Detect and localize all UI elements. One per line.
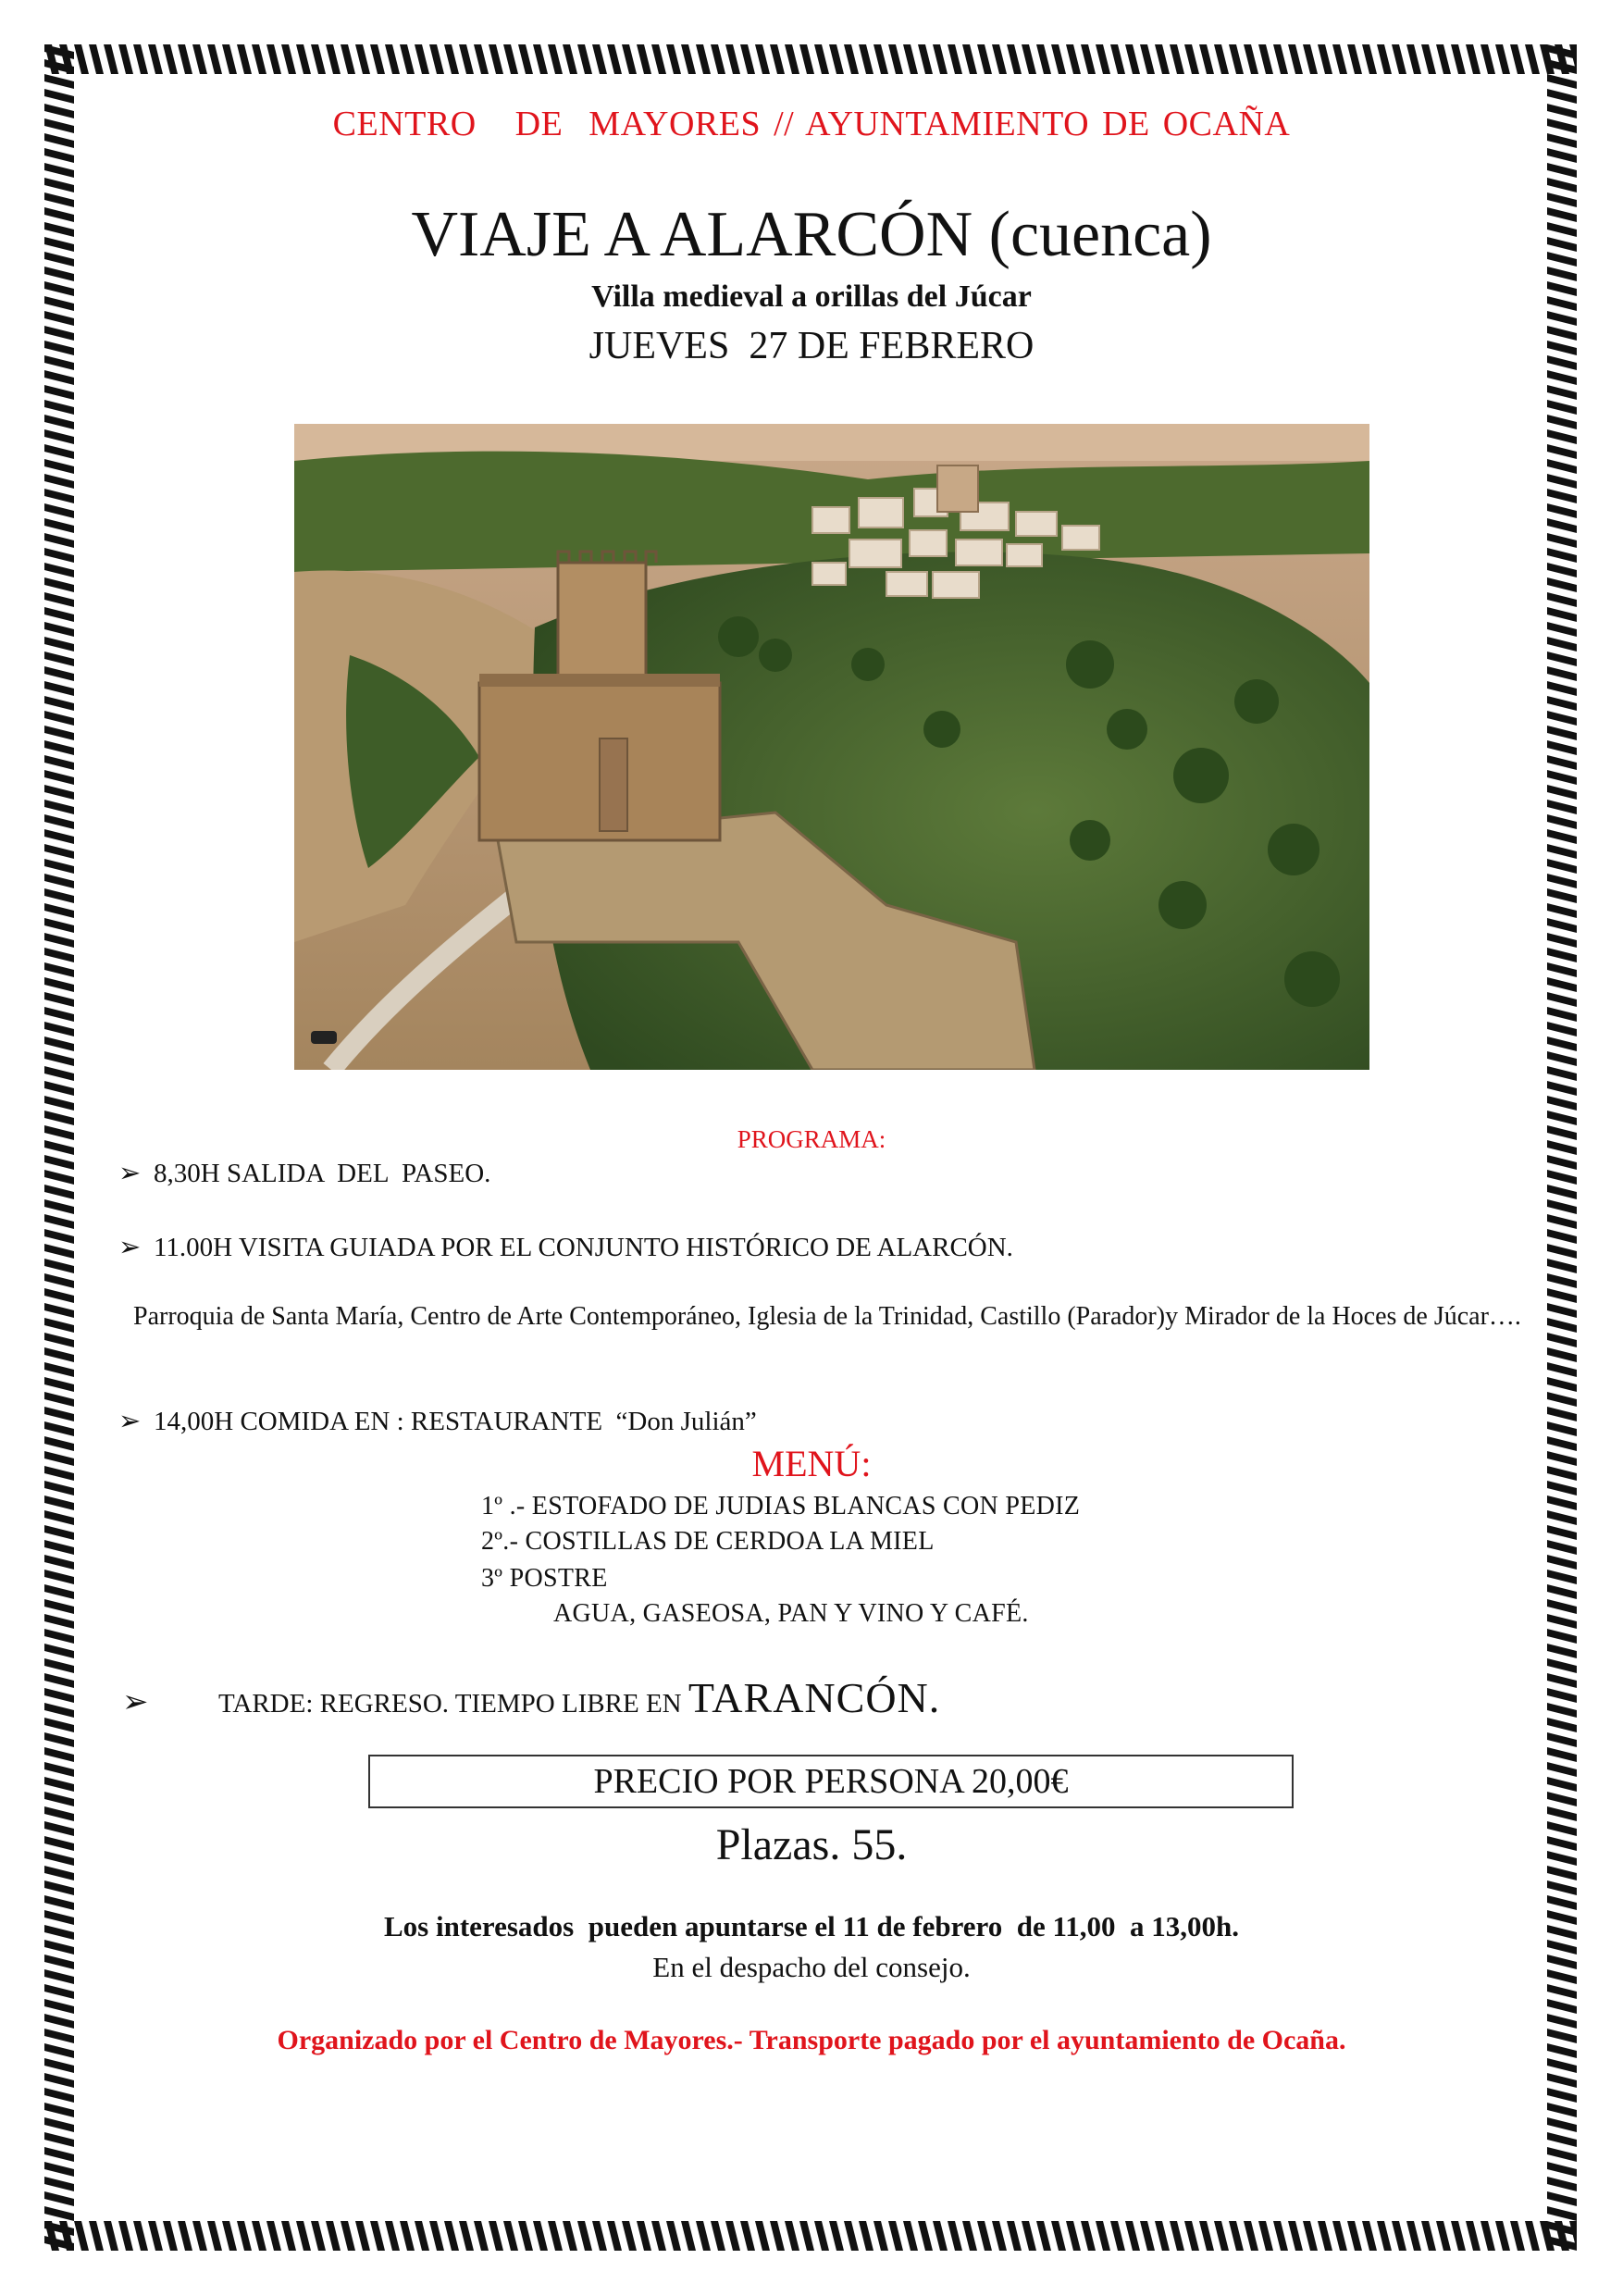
menu-line: 1º .- ESTOFADO DE JUDIAS BLANCAS CON PEDIZ — [481, 1492, 1081, 1520]
item-text: 8,30H SALIDA DEL PASEO. — [154, 1159, 491, 1188]
visit-description: Parroquia de Santa María, Centro de Arte Contemporáneo, Iglesia de la Trinidad, Castillo (Parador)y Mirador de la Hoces de Júcar…. — [133, 1302, 1521, 1331]
item-text: 11.00H VISITA GUIADA POR EL CONJUNTO HISTÓRICO DE ALARCÓN. — [154, 1233, 1013, 1262]
afternoon-line — [122, 1673, 940, 1722]
afternoon-text: TARDE: REGRESO. TIEMPO LIBRE EN — [218, 1689, 682, 1719]
zigzag-border-bottom — [44, 2221, 1577, 2251]
organization-header: CENTRO DE MAYORES // AYUNTAMIENTO DE OCAÑA — [332, 105, 1291, 143]
programa-heading: PROGRAMA: — [737, 1125, 886, 1153]
zigzag-border-top — [44, 44, 1577, 74]
menu-line: 3º POSTRE — [481, 1564, 608, 1593]
organizer-note: Organizado por el Centro de Mayores.- Transporte pagado por el ayuntamiento de Ocaña. — [277, 2025, 1346, 2055]
aerial-castle-photo — [294, 424, 1369, 1070]
menu-line: AGUA, GASEOSA, PAN Y VINO Y CAFÉ. — [553, 1599, 1029, 1628]
arrow-bullet-icon: ➢ — [118, 1407, 142, 1436]
trip-title: VIAJE A ALARCÓN (cuenca) — [411, 199, 1212, 270]
arrow-bullet-icon: ➢ — [118, 1233, 142, 1262]
registration-location: En el despacho del consejo. — [652, 1951, 971, 1983]
arrow-bullet-icon: ➢ — [122, 1685, 149, 1719]
afternoon-destination: TARANCÓN. — [688, 1674, 941, 1721]
menu-line: 2º.- COSTILLAS DE CERDOA LA MIEL — [481, 1527, 935, 1556]
list-item — [118, 1405, 757, 1437]
item-text: 14,00H COMIDA EN : RESTAURANTE “Don Julián” — [154, 1407, 757, 1436]
menu-heading: MENÚ: — [751, 1443, 872, 1484]
list-item — [118, 1157, 490, 1189]
trip-date: JUEVES 27 DE FEBRERO — [588, 325, 1035, 367]
list-item — [118, 1231, 1013, 1263]
plazas-count: Plazas. 55. — [715, 1820, 908, 1869]
registration-info: Los interesados pueden apuntarse el 11 de febrero de 11,00 a 13,00h. — [383, 1910, 1240, 1942]
trip-subtitle: Villa medieval a orillas del Júcar — [591, 279, 1032, 314]
price-box: PRECIO POR PERSONA 20,00€ — [368, 1755, 1294, 1808]
arrow-bullet-icon: ➢ — [118, 1159, 142, 1188]
